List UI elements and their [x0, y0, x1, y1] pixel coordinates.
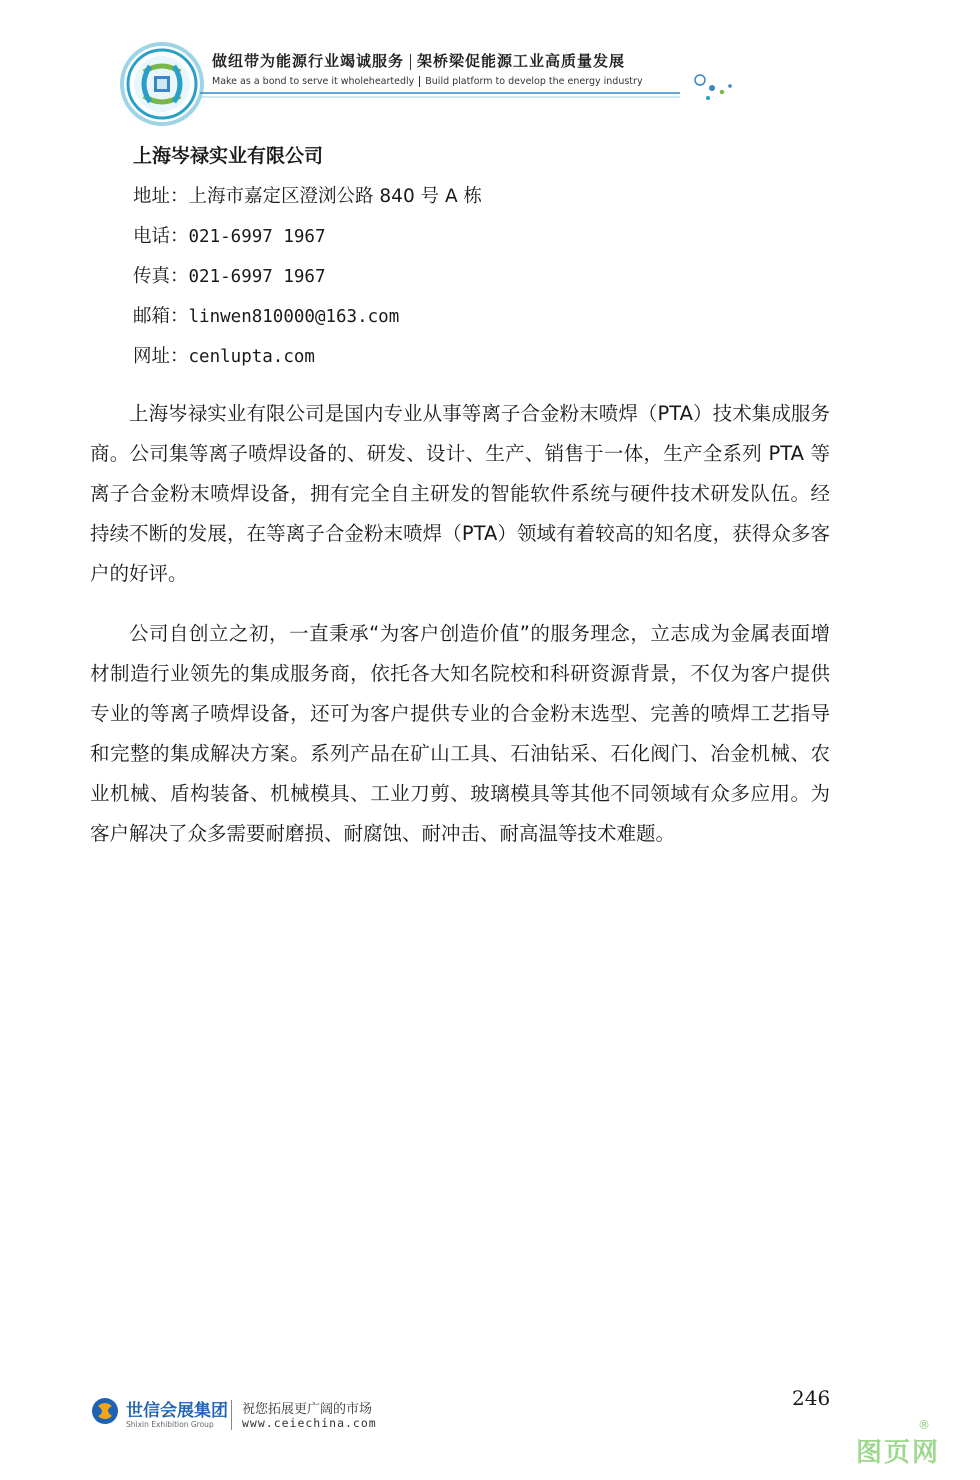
email-value[interactable]: linwen810000@163.com [188, 307, 400, 327]
company-name: 上海岑禄实业有限公司 [133, 145, 324, 167]
watermark: 图页网 [856, 1438, 941, 1468]
philosophy-paragraph: 公司自创立之初，一直秉承“为客户创造价值”的服务理念，立志成为金属表面增材制造行业领先的集成服务商，依托各大知名院校和科研资源背景，不仅为客户提供专业的等离子喷焊设备，还可为客户提供专业的合金粉末选型、完善的喷焊工艺指导和完整的集成解决方案。系列产品在矿山工具、石油钻采、石化阀门、冶金机械、农业机械、盾构装备、机械模具、工业刀剪、玻璃模具等其他不同领域有众多应用。为客户解决了众多需要耐磨损、耐腐蚀、耐冲击、耐高温等技术难题。 [90, 622, 830, 845]
header-decor-line [200, 90, 710, 100]
intro-paragraph: 上海岑禄实业有限公司是国内专业从事等离子合金粉末喷焊（PTA）技术集成服务商。公司集等离子喷焊设备的、研发、设计、生产、销售于一体，生产全系列 PTA 等离子合金粉末喷焊设备，拥有完全自主研发的智能软件系统与硬件技术研发队伍。经持续不断的发展，在等离子合金粉末喷焊（PTA）领域有着较高的知名度，获得众多客户的好评。 [90, 402, 830, 585]
phone-value: 021-6997 1967 [188, 227, 326, 247]
phone-label: 电话： [133, 226, 189, 247]
footer-url[interactable]: www.ceiechina.com [242, 1416, 377, 1430]
header-slogan-en [212, 76, 643, 87]
header-slogan-cn [212, 50, 625, 71]
slogan-divider [410, 54, 411, 70]
website-value[interactable]: cenlupta.com [188, 347, 315, 367]
slogan-divider-en [419, 76, 420, 87]
header-banner [120, 38, 740, 128]
address-line [133, 182, 482, 208]
fax-line [133, 262, 325, 288]
footer [90, 1390, 470, 1440]
expo-logo-icon [120, 42, 204, 126]
website-label: 网址： [133, 346, 189, 367]
slogan-right-cn: 架桥梁促能源工业高质量发展 [417, 52, 626, 70]
address-value: 上海市嘉定区澄浏公路 840 号 A 栋 [188, 186, 483, 207]
footer-group-name-en: Shixin Exhibition Group [126, 1420, 214, 1429]
footer-group-name: 世信会展集团 [126, 1401, 228, 1421]
shixin-logo-icon [90, 1396, 120, 1426]
watermark-registered-mark: ® [918, 1418, 930, 1432]
phone-line [133, 222, 325, 248]
header-bubbles-icon [688, 72, 740, 102]
fax-label: 传真： [133, 266, 189, 287]
slogan-left-en: Make as a bond to serve it wholeheartedly [212, 76, 415, 87]
fax-value: 021-6997 1967 [188, 267, 326, 287]
footer-slogan: 祝您拓展更广阔的市场 [242, 1402, 373, 1417]
slogan-right-en: Build platform to develop the energy industry [425, 76, 643, 87]
slogan-left-cn: 做纽带为能源行业竭诚服务 [212, 52, 405, 70]
footer-divider [231, 1400, 232, 1430]
address-label: 地址： [133, 186, 189, 207]
email-label: 邮箱： [133, 306, 189, 327]
email-line [133, 302, 399, 328]
page-number: 246 [792, 1386, 831, 1410]
website-line [133, 342, 315, 368]
